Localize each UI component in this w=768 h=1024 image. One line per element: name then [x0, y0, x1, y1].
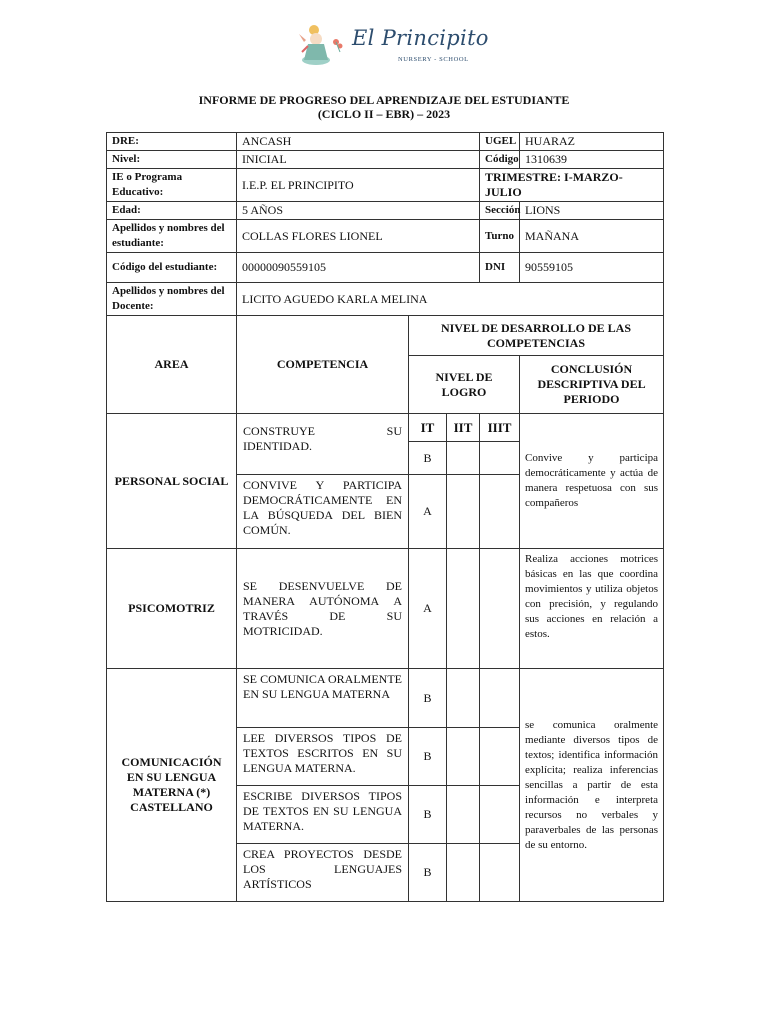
- grade-iit: [447, 786, 480, 844]
- nivel-desarrollo-header: NIVEL DE DESARROLLO DE LAS COMPETENCIAS: [409, 316, 664, 356]
- grade-it: B: [409, 844, 447, 902]
- grade-it: B: [409, 669, 447, 728]
- grade-iit: [447, 844, 480, 902]
- trimestre-label: TRIMESTRE: I-MARZO-JULIO: [480, 169, 664, 202]
- competency-cell: [237, 728, 409, 786]
- student-code-label: Código del estudiante:: [107, 253, 237, 283]
- competency-cell: [237, 414, 409, 475]
- logo-text: El Principito: [352, 26, 489, 50]
- grade-iit: [447, 442, 480, 475]
- grade-it: A: [409, 475, 447, 549]
- ie-value: I.E.P. EL PRINCIPITO: [237, 169, 480, 202]
- competency-cell: [237, 669, 409, 728]
- area-name: PERSONAL SOCIAL: [107, 414, 237, 549]
- dni-label: DNI: [480, 253, 520, 283]
- grade-iit: [447, 549, 480, 669]
- dre-label: DRE:: [107, 133, 237, 151]
- area-conclusion: se comunica oralmente mediante diversos tipos de textos; identifica información explícita; realiza inferencias sencillas a partir de esta información e interpreta recursos no verbales y paraverbales de las personas de su entorno.: [520, 669, 664, 902]
- competency-row: [107, 414, 664, 442]
- competency-cell: [237, 549, 409, 669]
- edad-label: Edad:: [107, 202, 237, 220]
- info-row-edad: [107, 202, 664, 220]
- codigo-label: Código: [480, 151, 520, 169]
- competency-text: CONVIVE Y PARTICIPA DEMOCRÁTICAMENTE EN LA BÚSQUEDA DEL BIEN COMÚN.: [243, 478, 402, 537]
- info-row-ie: [107, 169, 664, 202]
- dre-value: ANCASH: [237, 133, 480, 151]
- ugel-value: HUARAZ: [520, 133, 664, 151]
- competency-text: SE DESENVUELVE DE MANERA AUTÓNOMA A TRAVÉS DE SU MOTRICIDAD.: [243, 578, 402, 638]
- area-header: AREA: [107, 316, 237, 414]
- info-row-nivel: [107, 151, 664, 169]
- competency-text: SE COMUNICA ORALMENTE EN SU LENGUA MATERNA: [243, 672, 402, 701]
- student-code-value: 00000090559105: [237, 253, 480, 283]
- period-it-header: IT: [409, 414, 447, 442]
- ie-label: IE o Programa Educativo:: [107, 169, 237, 202]
- grade-iiit: [480, 669, 520, 728]
- competency-cell: [237, 844, 409, 902]
- conclusion-header: CONCLUSIÓN DESCRIPTIVA DEL PERIODO: [520, 356, 664, 414]
- seccion-value: LIONS: [520, 202, 664, 220]
- competencia-header: COMPETENCIA: [237, 316, 409, 414]
- grade-iit: [447, 728, 480, 786]
- grade-iiit: [480, 786, 520, 844]
- competency-text: ESCRIBE DIVERSOS TIPOS DE TEXTOS EN SU LENGUA MATERNA.: [243, 789, 402, 833]
- grade-it: B: [409, 728, 447, 786]
- info-row-docente: [107, 283, 664, 316]
- document-title: INFORME DE PROGRESO DEL APRENDIZAJE DEL ESTUDIANTE: [198, 93, 570, 107]
- grade-iit: [447, 475, 480, 549]
- grade-iiit: [480, 475, 520, 549]
- area-name: PSICOMOTRIZ: [107, 549, 237, 669]
- seccion-label: Sección: [480, 202, 520, 220]
- student-name-value: COLLAS FLORES LIONEL: [237, 220, 480, 253]
- grade-it: B: [409, 442, 447, 475]
- teacher-name-label: Apellidos y nombres del Docente:: [107, 283, 237, 316]
- info-row-codigo-estudiante: [107, 253, 664, 283]
- grade-iiit: [480, 844, 520, 902]
- document-subtitle: (CICLO II – EBR) – 2023: [317, 107, 451, 121]
- turno-label: Turno: [480, 220, 520, 253]
- edad-value: 5 AÑOS: [237, 202, 480, 220]
- competency-row: [107, 669, 664, 728]
- header-row-1: [107, 316, 664, 356]
- area-conclusion: Realiza acciones motrices básicas en las que coordina movimientos y utiliza objetos con precisión, y regulando sus acciones en relación a estos.: [520, 549, 664, 669]
- grade-iiit: [480, 442, 520, 475]
- dni-value: 90559105: [520, 253, 664, 283]
- logo-subtitle: NURSERY - SCHOOL: [398, 56, 469, 63]
- teacher-name-value: LICITO AGUEDO KARLA MELINA: [237, 283, 664, 316]
- competency-text: CONSTRUYE SU IDENTIDAD.: [243, 424, 402, 453]
- competency-cell: [237, 475, 409, 549]
- nivel-value: INICIAL: [237, 151, 480, 169]
- nivel-logro-header: NIVEL DE LOGRO: [409, 356, 520, 414]
- ugel-label: UGEL: [480, 133, 520, 151]
- turno-value: MAÑANA: [520, 220, 664, 253]
- competency-text: CREA PROYECTOS DESDE LOS LENGUAJES ARTÍSTICOS: [243, 847, 402, 891]
- area-name: COMUNICACIÓN EN SU LENGUA MATERNA (*) CASTELLANO: [107, 669, 237, 902]
- period-iiit-header: IIIT: [480, 414, 520, 442]
- nivel-label: Nivel:: [107, 151, 237, 169]
- info-row-estudiante: [107, 220, 664, 253]
- grade-iiit: [480, 728, 520, 786]
- competency-cell: [237, 786, 409, 844]
- grade-iit: [447, 669, 480, 728]
- area-conclusion: Convive y participa democráticamente y actúa de manera respetuosa con sus compañeros: [520, 414, 664, 549]
- grade-iiit: [480, 549, 520, 669]
- grade-it: B: [409, 786, 447, 844]
- report-table: [106, 132, 664, 902]
- student-name-label: Apellidos y nombres del estudiante:: [107, 220, 237, 253]
- info-row-dre: [107, 133, 664, 151]
- codigo-value: 1310639: [520, 151, 664, 169]
- grade-it: A: [409, 549, 447, 669]
- competency-row: [107, 549, 664, 669]
- competency-text: LEE DIVERSOS TIPOS DE TEXTOS ESCRITOS EN SU LENGUA MATERNA.: [243, 731, 402, 775]
- period-iit-header: IIT: [447, 414, 480, 442]
